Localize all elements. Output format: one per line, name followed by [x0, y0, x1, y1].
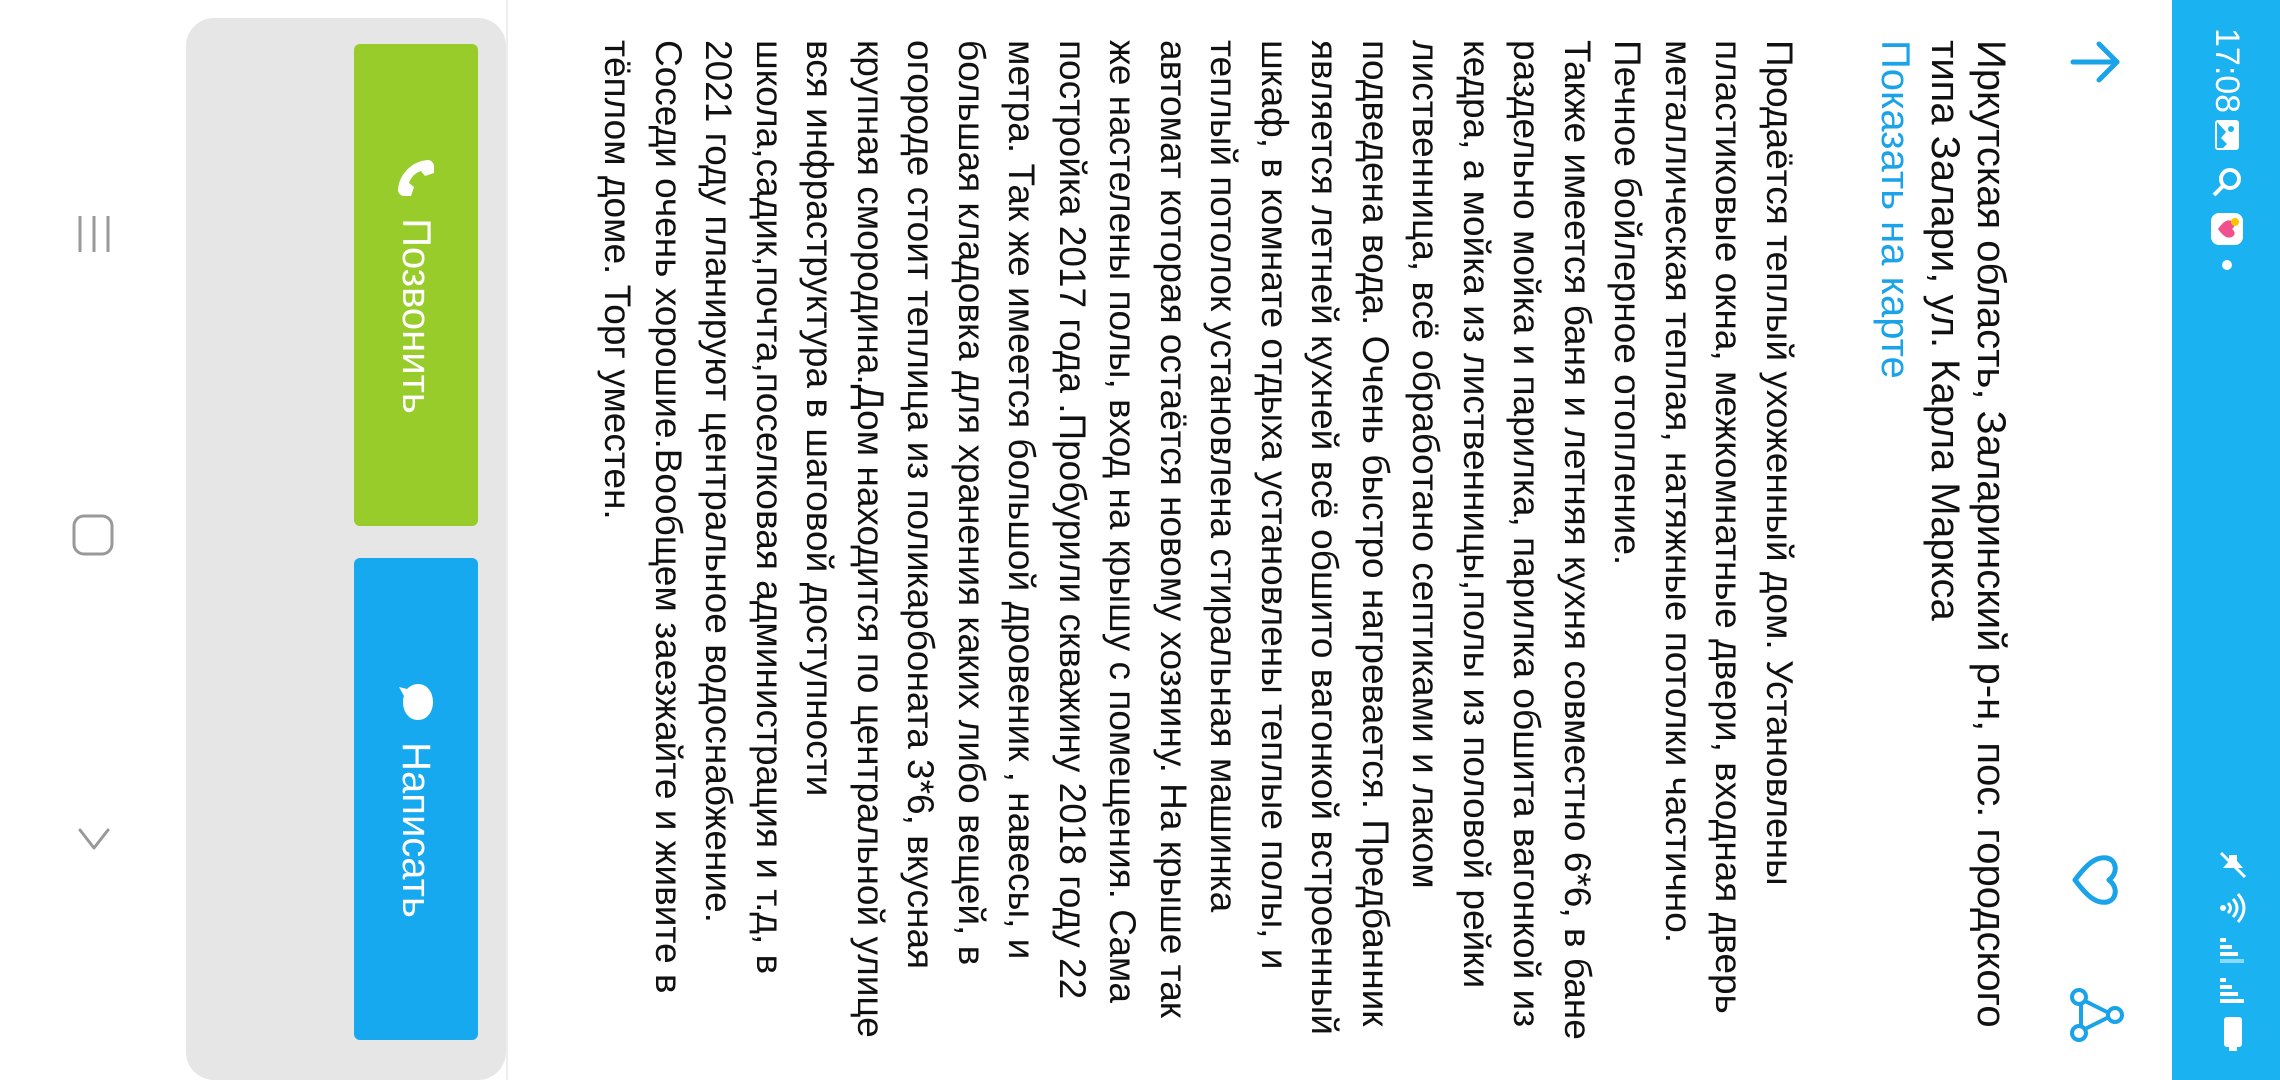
home-icon[interactable]: [70, 512, 116, 558]
app-notification-icon: [2210, 212, 2244, 246]
back-nav-icon[interactable]: [72, 818, 116, 862]
app-bar: [2022, 0, 2172, 1080]
wifi-icon: [2218, 892, 2248, 924]
search-icon: [2211, 166, 2243, 198]
listing-description: Продаётся теплый ухоженный дом. Установлены пластиковые окна, межкомнатные двери, входная дверь металлическая теплая, натяжные потолки частично. Печное бойлерное отопление. Также имеется баня и летняя кухня совместно 6*6, в бане раздельно мойка и парилка, парилка обшита вагонкой из кедра, а мойка из лиственницы,полы из половой рейки лиственница, всё обработано септиками и лаком подведена вода. Очень быстро нагревается. Предбанник является летней кухней всё обшито вагонкой встроенный шкаф, в комнате отдыха установлены теплые полы, и теплый потолок установлена стиральная машинка автомат которая остаётся новому хозяину. На крыше так же настелены полы, вход на крышу с помещения. Сама постройка 2017 года .Пробурили скважину 2018 году 22 метра. Так же имеется большой дровеник , навесы, и большая кладовка для хранения каких либо вещей, в огороде стоит теплица из поликарбоната 3*6, вкусная крупная смородина.Дом находится по центральной улице вся инфраструктура в шаговой доступности школа,садик,почта,поселковая администрация и т.д, в 2021 году планируют центральное водоснабжение. Соседи очень хорошие.Вообщем заезжайте и живите в тёплом доме. Торг уместен.: [597, 40, 1800, 1040]
status-time: 17:08: [2208, 28, 2246, 114]
write-button[interactable]: [354, 558, 478, 1040]
battery-icon: [2221, 1016, 2245, 1052]
call-button-label: Позвонить: [394, 218, 439, 414]
signal-icon-1: [2218, 936, 2248, 964]
recent-apps-icon[interactable]: [72, 212, 116, 256]
listing-address: Иркутская область, Заларинский р-н, пос. городского типа Залари, ул. Карла Маркса: [1923, 40, 2013, 1028]
mute-icon: [2218, 850, 2248, 880]
more-notifications-dot: [2222, 260, 2232, 270]
show-on-map-link[interactable]: Показать на карте: [1873, 40, 1917, 379]
gallery-icon: [2212, 118, 2242, 152]
signal-icon-2: [2218, 976, 2248, 1004]
call-button[interactable]: [354, 44, 478, 526]
share-icon[interactable]: [2067, 985, 2127, 1045]
listing-header: [1872, 40, 2022, 1060]
content-divider: [506, 0, 508, 1080]
favorite-heart-icon[interactable]: [2067, 850, 2127, 910]
message-bubble-icon: [394, 680, 438, 724]
system-nav-bar: [0, 0, 166, 1080]
status-bar: [2172, 0, 2280, 1080]
phone-icon: [394, 156, 438, 200]
write-button-label: Написать: [394, 742, 439, 918]
back-arrow-icon[interactable]: [2067, 32, 2127, 92]
